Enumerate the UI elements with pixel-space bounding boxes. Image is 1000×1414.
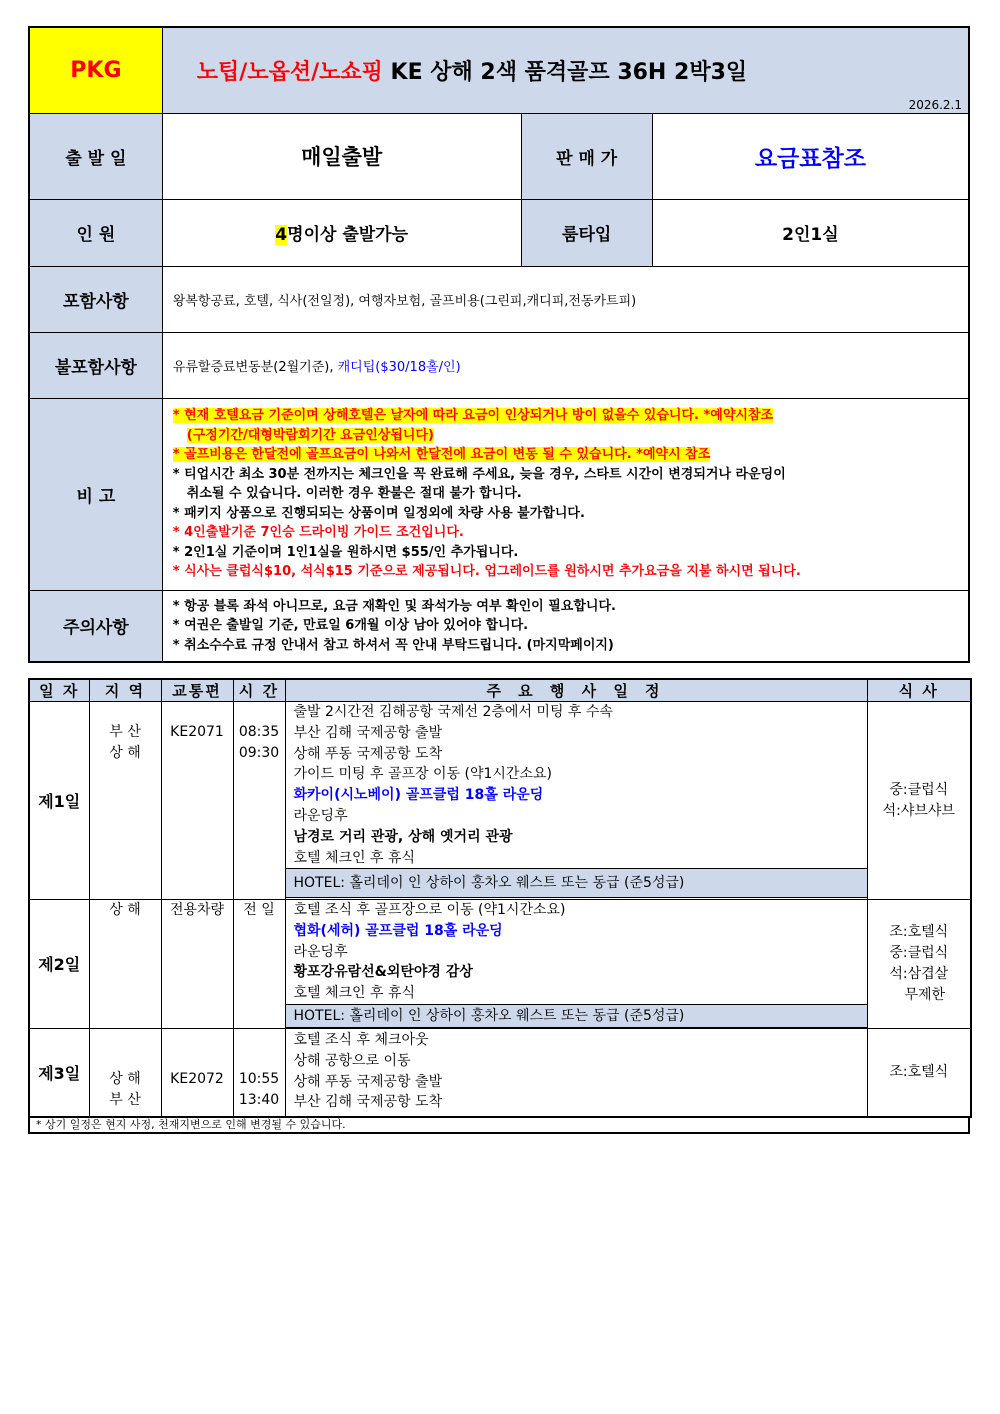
excluded-label: 불포함사항: [29, 332, 162, 398]
room-value: 2인1실: [652, 199, 969, 266]
departure-label: 출 발 일: [29, 113, 162, 199]
caution-line: * 취소수수료 규정 안내서 참고 하셔서 꼭 안내 부탁드립니다. (마지막페이지): [172, 637, 614, 653]
schedule-line: 부산 김해 국제공항 도착: [293, 1094, 443, 1111]
price-label: 판 매 가: [521, 113, 652, 199]
people-value: 4명이상 출발가능: [162, 199, 521, 266]
price-value: 요금표참조: [652, 113, 969, 199]
document-date: 2026.2.1: [908, 97, 962, 112]
day2-label: 제2일: [29, 900, 89, 1029]
remark-line: (구정기간/대형박람회기간 요금인상됩니다): [186, 427, 434, 443]
caution-line: * 항공 블록 좌석 아니므로, 요금 재확인 및 좌석가능 여부 확인이 필요합니다.: [172, 598, 616, 614]
day2-time: 전 일: [233, 900, 285, 1029]
remark-line: 취소될 수 있습니다. 이러한 경우 환불은 절대 불가 합니다.: [186, 486, 522, 502]
remarks-list: [162, 398, 969, 590]
day3-schedule: [285, 1028, 867, 1117]
schedule-line: 상해 공항으로 이동: [293, 1052, 411, 1069]
itinerary-footnote: * 상기 일정은 현지 사정, 천재지변으로 인해 변경될 수 있습니다.: [28, 1116, 970, 1134]
schedule-line: 호텔 체크인 후 휴식: [293, 849, 416, 866]
people-label: 인 원: [29, 199, 162, 266]
day1-transport: KE2071: [161, 702, 233, 900]
day2-meal: 조:호텔식 중:클럽식 석:삼겹살 무제한: [867, 900, 971, 1029]
included-value: 왕복항공료, 호텔, 식사(전일정), 여행자보험, 골프비용(그린피,캐디피,전동카트피): [162, 266, 969, 332]
day1-meal: 중:클럽식 석:샤브샤브: [867, 702, 971, 900]
package-title: 노팁/노옵션/노쇼핑 KE 상해 2색 품격골프 36H 2박3일: [196, 59, 748, 85]
schedule-line: 출발 2시간전 김해공항 국제선 2층에서 미팅 후 수속: [293, 704, 613, 720]
header-date: 일 자: [29, 679, 89, 702]
remark-line: * 2인1실 기준이며 1인1실을 원하시면 $55/인 추가됩니다.: [172, 544, 519, 560]
day2-region: 상 해: [89, 900, 161, 1029]
header-region: 지 역: [89, 679, 161, 702]
schedule-line-tour: 남경로 거리 관광, 상해 옛거리 관광: [293, 828, 513, 845]
remark-line: * 패키지 상품으로 진행되되는 상품이며 일정외에 차량 사용 불가합니다.: [172, 505, 585, 521]
remark-line: * 티업시간 최소 30분 전까지는 체크인을 꼭 완료해 주세요, 늦을 경우, 스타트 시간이 변경되거나 라운딩이: [172, 466, 786, 482]
day3-meal: 조:호텔식: [867, 1028, 971, 1117]
schedule-line-tour: 황포강유람선&외탄야경 감상: [293, 964, 473, 981]
remark-line: * 골프비용은 한달전에 골프요금이 나와서 한달전에 요금이 변동 될 수 있습니다. *예약시 참조: [172, 447, 711, 463]
schedule-line: 호텔 체크인 후 휴식: [293, 985, 416, 1002]
remark-line: * 현재 호텔요금 기준이며 상해호텔은 날자에 따라 요금이 인상되거나 방이 없을수 있습니다. *예약시참조: [172, 408, 774, 424]
day1-row: [29, 702, 971, 900]
header-schedule: 주 요 행 사 일 정: [285, 679, 867, 702]
schedule-line: 상해 푸동 국제공항 출발: [293, 1073, 443, 1090]
schedule-line: 상해 푸동 국제공항 도착: [293, 745, 443, 762]
day3-transport: KE2072: [161, 1028, 233, 1117]
pkg-label: PKG: [29, 27, 162, 113]
remark-line: * 식사는 클럽식$10, 석식$15 기준으로 제공됩니다. 업그레이드를 원하시면 추가요금을 지불 하시면 됩니다.: [172, 564, 801, 580]
header-meal: 식 사: [867, 679, 971, 702]
schedule-line-golf: 협화(세허) 골프클럽 18홀 라운딩: [293, 922, 503, 939]
day3-row: [29, 1028, 971, 1117]
day1-region: 부 산 상 해: [89, 702, 161, 900]
remarks-label: 비 고: [29, 398, 162, 590]
day2-hotel: HOTEL: 홀리데이 인 상하이 홍차오 웨스트 또는 동급 (준5성급): [286, 1004, 868, 1028]
excluded-value: 유류할증료변동분(2월기준), 캐디팁($30/18홀/인): [162, 332, 969, 398]
caution-line: * 여권은 출발일 기준, 만료일 6개월 이상 남아 있어야 합니다.: [172, 618, 529, 633]
departure-value: 매일출발: [162, 113, 521, 199]
day1-schedule: [285, 702, 867, 900]
title-cell: [162, 27, 969, 113]
day3-time: 10:55 13:40: [233, 1028, 285, 1117]
schedule-line: 가이드 미팅 후 골프장 이동 (약1시간소요): [293, 766, 552, 783]
schedule-line: 호텔 조식 후 골프장으로 이동 (약1시간소요): [293, 902, 566, 918]
header-time: 시 간: [233, 679, 285, 702]
room-label: 룸타입: [521, 199, 652, 266]
day1-hotel: HOTEL: 홀리데이 인 상하이 홍차오 웨스트 또는 동급 (준5성급): [286, 868, 868, 898]
day2-row: [29, 900, 971, 1029]
itinerary-table: [28, 678, 972, 1118]
day2-schedule: [285, 900, 867, 1029]
day3-label: 제3일: [29, 1028, 89, 1117]
package-info-table: [28, 26, 970, 663]
day1-time: 08:35 09:30: [233, 702, 285, 900]
day2-transport: 전용차량: [161, 900, 233, 1029]
remark-line: * 4인출발기준 7인승 드라이빙 가이드 조건입니다.: [172, 525, 464, 541]
day1-label: 제1일: [29, 702, 89, 900]
schedule-line-golf: 화카이(시노베이) 골프클럽 18홀 라운딩: [293, 787, 544, 804]
caution-label: 주의사항: [29, 590, 162, 662]
schedule-line: 호텔 조식 후 체크아웃: [293, 1031, 429, 1048]
schedule-line: 라운딩후: [293, 943, 348, 960]
included-label: 포함사항: [29, 266, 162, 332]
day3-region: 상 해 부 산: [89, 1028, 161, 1117]
header-transport: 교통편: [161, 679, 233, 702]
caution-list: [162, 590, 969, 662]
schedule-line: 라운딩후: [293, 807, 348, 824]
schedule-line: 부산 김해 국제공항 출발: [293, 724, 443, 741]
